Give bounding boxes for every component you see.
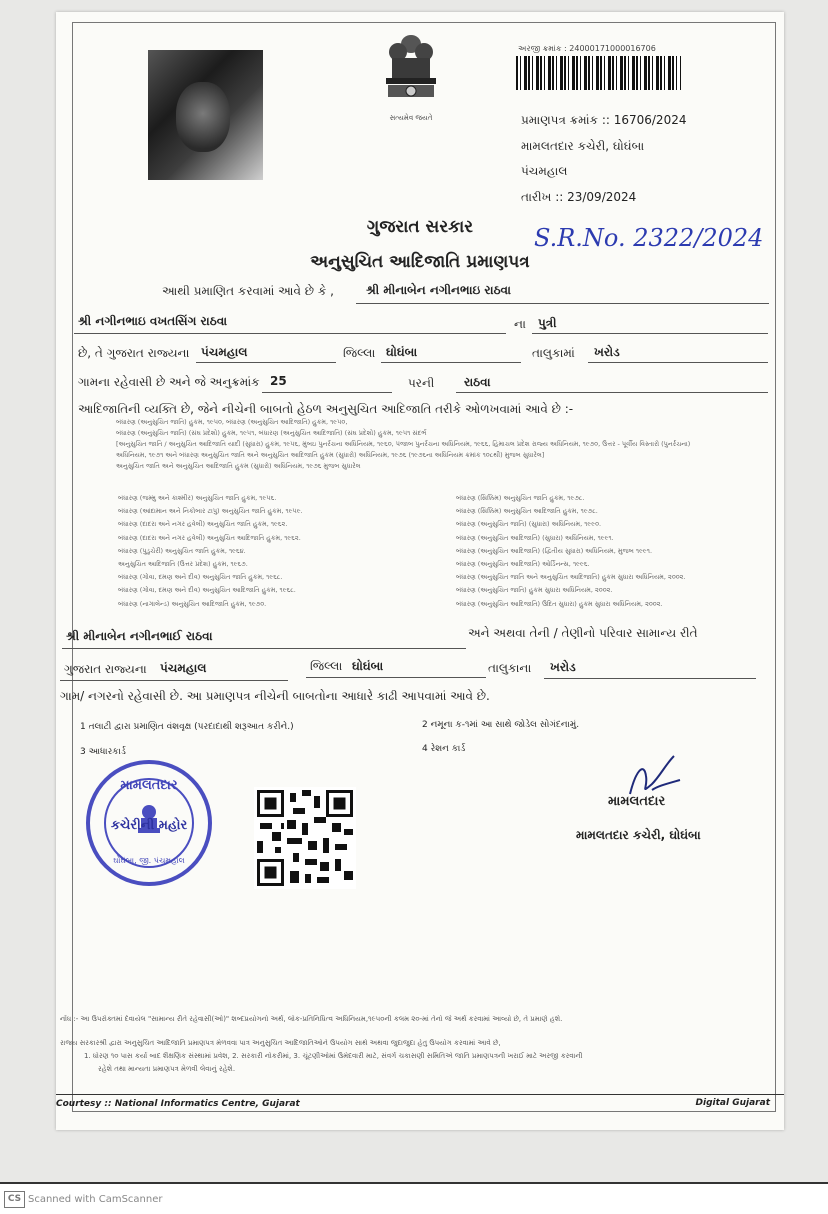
serial-number: 25: [270, 374, 287, 388]
applicant-name-2: શ્રી મીનાબેન નગીનભાઈ રાઠવા: [66, 629, 213, 643]
order-line: બંધારણ (અનુસુચિત જાતિ) (સુધારા) અધિનિયમ, ૧૯૯૦.: [456, 520, 602, 529]
stamp-center-text: કચેરીની મહોર: [110, 818, 188, 833]
district-label: જિલ્લા: [343, 346, 376, 360]
order-line: બંધારણ (અનુસુચિત જાતિ) (સંઘ પ્રદેશો) હુકમ, ૧૯૫૧, બંધારણ (અનુસુચિત આદિજાતિ) (સંઘ પ્રદેશો) હુકમ, ૧૯૫૧ સંદર્ભ: [116, 429, 427, 437]
orders-left: [118, 492, 418, 611]
application-number: અરજી ક્રમાંક : 24000171000016706: [518, 44, 656, 53]
order-line: બંધારણ (દાદરા અને નગર હવેલી) અનુસુચિત જાતિ હુકમ, ૧૯૬૨.: [118, 520, 288, 529]
order-line: બંધારણ (અનુસુચિત આદિજાતિ) ઓર્ડિનન્સ, ૧૯૯૬.: [456, 560, 590, 569]
note-4: રહેશે તથા માન્યતા પ્રમાણપત્ર મેળવી લેવાનું રહેશે.: [98, 1065, 236, 1073]
emblem: [378, 30, 444, 122]
office-seal-stamp: [86, 760, 212, 886]
order-line: બંધારણ (સિક્કિમ) અનુસુચિત આદિજાતિ હુકમ, ૧૯૭૮.: [456, 507, 598, 516]
order-line: અનુસુચિત આદિજાતિ (ઉત્તર પ્રદેશ) હુકમ, ૧૯૬૭.: [118, 560, 248, 569]
order-line: [અનુસુચિત જાતિ / અનુસુચિત આદિજાતિ યાદી (સુધારા) હુકમ, ૧૯૫૬, મુંબઇ પુનર્રચના અધિનિયમ, ૧૯૬૦, પંજાબ પુનર્રચના અધિનિયમ, ૧૯૬૬, હિમાચલ પ્રદેશ રાજ્ય અધિનિયમ, ૧૯૭૦, ઉત્તર - પૂર્વીય વિસ્તારો (પુનર્રચના): [116, 440, 691, 448]
note-2: રાજ્ય સરકારશ્રી દ્વારા અનુસુચિત આદિજાતિ પ્રમાણપત્ર મેળવવા પાત્ર અનુસુચિત આદિજાતિઓને ઉપયોગ સાથે અથવા જુદાજુદા હેતુ ઉપયોગ કરવામાં આવે છે,: [60, 1039, 501, 1047]
order-line: બંધારણ (પુડુચેરી) અનુસુચિત જાતિ હુકમ, ૧૯૬૪.: [118, 546, 246, 555]
barcode: [516, 56, 681, 90]
taluka-label-2: તાલુકાના: [488, 661, 532, 675]
stamp-top-text: મામલતદાર: [120, 778, 178, 793]
certificate-footer: [56, 1094, 784, 1109]
taluka-value-2: ઘોઘંબા: [352, 659, 384, 673]
document-item: 4 રેશન કાર્ડ: [422, 744, 466, 754]
relation-value: પુત્રી: [538, 316, 557, 330]
order-line: બંધારણ (દાદરા અને નગર હવેલી) અનુસુચિત આદિજાતિ હુકમ, ૧૯૬૨.: [118, 533, 301, 542]
order-line: અધિનિયમ, ૧૯૭૧ અને બંધારણ અનુસુચિત જાતિ અને અનુસુચિત આદિજાતિ હુકમ (સુધારો) અધિનિયમ, ૧૯૭૬ (૧૯૭૬ના અધિનિયમ ક્રમાંક ૧૦૮થી) મુજબ સુધારેલ]: [116, 451, 545, 459]
emblem-caption: સત્યમેવ જયતે: [389, 114, 433, 122]
government-title: ગુજરાત સરકાર: [366, 217, 474, 237]
order-line: બંધારણ (અનુસુચિત આદિજાતિ) (દ્વિતીય સુધારા) અધિનિયમ, મુજબ ૧૯૯૧.: [456, 546, 653, 555]
taluka-value: ઘોઘંબા: [386, 345, 418, 359]
document-item: 2 નમૂના ક-૧માં આ સાથે જોડેલ સોગંદનામું.: [422, 720, 580, 730]
issuing-district: પંચમહાલ: [521, 164, 568, 178]
order-line: બંધારણ (સિક્કિમ) અનુસુચિત જાતિ હુકમ, ૧૯૭૮.: [456, 494, 585, 502]
applicant-photo: [148, 50, 263, 180]
order-line: બંધારણ (આંદામાન અને નિકોબાર ટાપુ) અનુસુચિત જાતિ હુકમ, ૧૯૫૯.: [118, 507, 303, 516]
order-line: બંધારણ (અનુસુચિત જાતિ) હુકમ, ૧૯૫૦, બંધારણ (અનુસુચિત આદિજાતિ) હુકમ, ૧૯૫૦,: [116, 418, 348, 426]
order-line: બંધારણ (અનુસુચિત જાતિ) હુકમ સુધારા અધિનિયમ, ૨૦૦૨.: [456, 586, 613, 595]
district-value-2: પંચમહાલ: [160, 661, 207, 675]
state-prefix: છે, તે ગુજરાત રાજ્યના: [78, 346, 190, 360]
camscanner-logo-icon: CS: [4, 1191, 25, 1208]
tribe-text: આદિજાતિની વ્યક્તિ છે, જેને નીચેની બાબતો હેઠળ અનુસુચિત આદિજાતિ તરીકે ઓળખવામાં આવે છે :-: [78, 402, 574, 416]
district-label-2: જિલ્લા: [310, 659, 343, 673]
document-item: 1 તલાટી દ્વારા પ્રમાણિત વંશવૃક્ષ (પરદાદાથી શરૂઆત કરીને.): [80, 722, 294, 732]
order-line: બંધારણ (અનુસુચિત આદિજાતિ) (સુધારા) અધિનિયમ, ૧૯૯૧.: [456, 533, 614, 542]
note-1: નોંધ :- આ ઉપરોક્તમાં દેવાયેલ "સામાન્ય રીતે રહેવાસી(ઓ)" શબ્દપ્રયોગનો અર્થ, લોક-પ્રતિનિધિત્વ અધિનિયમ,૧૯૫૦ની કલમ ૨૦-માં તેનો જે અર્થ કરવામાં આવ્યો છે, તે પ્રમાણે હશે.: [60, 1015, 563, 1023]
tribe-label: પરની: [408, 376, 435, 390]
signatory-office: મામલતદાર કચેરી, ઘોઘંબા: [576, 828, 701, 842]
digital-gujarat-brand: Digital Gujarat: [695, 1098, 770, 1108]
order-line: અનુસુચિત જાતિ અને અનુસુચિત આદિજાતિ હુકમ (સુધારો) અધિનિયમ, ૧૯૭૬ મુજબ સુધારેલ: [116, 462, 361, 470]
courtesy-text: Courtesy :: National Informatics Centre, Gujarat: [56, 1099, 300, 1109]
ashoka-emblem-icon: [378, 30, 444, 110]
handwritten-reference: S.R.No. 2322/2024: [534, 224, 764, 252]
qr-code-icon: [254, 787, 356, 889]
issuing-office: મામલતદાર કચેરી, ઘોઘંબા: [521, 139, 645, 153]
note-3: 1. ધોરણ ૧૦ પાસ કર્યા બાદ શૈક્ષણિક સંસ્થામાં પ્રવેશ, 2. સરકારી નોકરીમાં, 3. ચૂંટણીઓમાં ઉમેદવારી માટે, સંવર્ગ ચકાસણી સમિતિએ જાતિ પ્રમાણપત્રની ખરાઈ માટે અરજી કરવાની: [84, 1052, 583, 1060]
scanner-label: Scanned with CamScanner: [28, 1194, 163, 1205]
order-line: બંધારણ (ગોવા, દમણ અને દીવ) અનુસુચિત આદિજાતિ હુકમ, ૧૯૬૮.: [118, 586, 296, 595]
family-text: અને અથવા તેની / તેણીનો પરિવાર સામાન્ય રીતે: [468, 626, 698, 640]
village-value: ખરોડ: [594, 345, 620, 359]
issue-date: તારીખ :: 23/09/2024: [521, 190, 637, 204]
order-line: બંધારણ (ગોવા, દમણ અને દીવ) અનુસુચિત જાતિ હુકમ, ૧૯૬૮.: [118, 573, 283, 582]
orders-right: [456, 492, 766, 611]
stamp-bottom-text: ઘોઘંબા, જી. પંચમહાલ: [113, 856, 185, 865]
father-name: શ્રી નગીનભાઇ વખતસિંગ રાઠવા: [78, 314, 228, 328]
taluka-label: તાલુકામાં: [532, 346, 575, 360]
scanner-bar: [0, 1182, 828, 1214]
certificate-number: પ્રમાણપત્ર ક્રમાંક :: 16706/2024: [521, 113, 687, 127]
order-line: બંધારણ (જમ્મુ અને કાશ્મીર) અનુસુચિત જાતિ હુકમ, ૧૯૫૬.: [118, 494, 277, 502]
certificate-page: [56, 12, 784, 1130]
order-line: બંધારણ (અનુસુચિત આદિજાતિ) ઉદિત સુધારા) હુકમ સુધારા અધિનિયમ, ૨૦૦૨.: [456, 599, 663, 608]
tribe-value: રાઠવા: [464, 375, 491, 389]
village-value-2: ખરોડ: [550, 660, 576, 674]
document-item: 3 આધારકાર્ડ: [80, 747, 126, 757]
applicant-name: શ્રી મીનાબેન નગીનભાઇ રાઠવા: [366, 283, 511, 297]
order-line: બંધારણ (અનુસુચિત જાતિ અને અનુસુચિત આદિજાતિ) હુકમ સુધારા અધિનિયમ, ૨૦૦૨.: [456, 573, 686, 582]
certificate-title: અનુસુચિત આદિજાતિ પ્રમાણપત્ર: [310, 252, 530, 272]
relation-prefix: ના: [514, 317, 526, 331]
basis-text: ગામ/ નગરનો રહેવાસી છે. આ પ્રમાણપત્ર નીચેની બાબતોના આધારે કાઢી આપવામાં આવે છે.: [60, 689, 490, 703]
signatory-designation: મામલતદાર: [608, 794, 666, 809]
order-line: બંધારણ (નાગાલેન્ડ) અનુસુચિત આદિજાતિ હુકમ, ૧૯૭૦.: [118, 599, 267, 608]
district-value: પંચમહાલ: [201, 345, 248, 359]
qr-code: [254, 787, 356, 889]
certify-text: આથી પ્રમાણિત કરવામાં આવે છે કે ,: [162, 284, 334, 298]
resident-label: ગામના રહેવાસી છે અને જે અનુક્રમાંક: [78, 375, 260, 389]
state-prefix-2: ગુજરાત રાજ્યના: [64, 662, 147, 676]
orders-intro: [116, 417, 766, 472]
